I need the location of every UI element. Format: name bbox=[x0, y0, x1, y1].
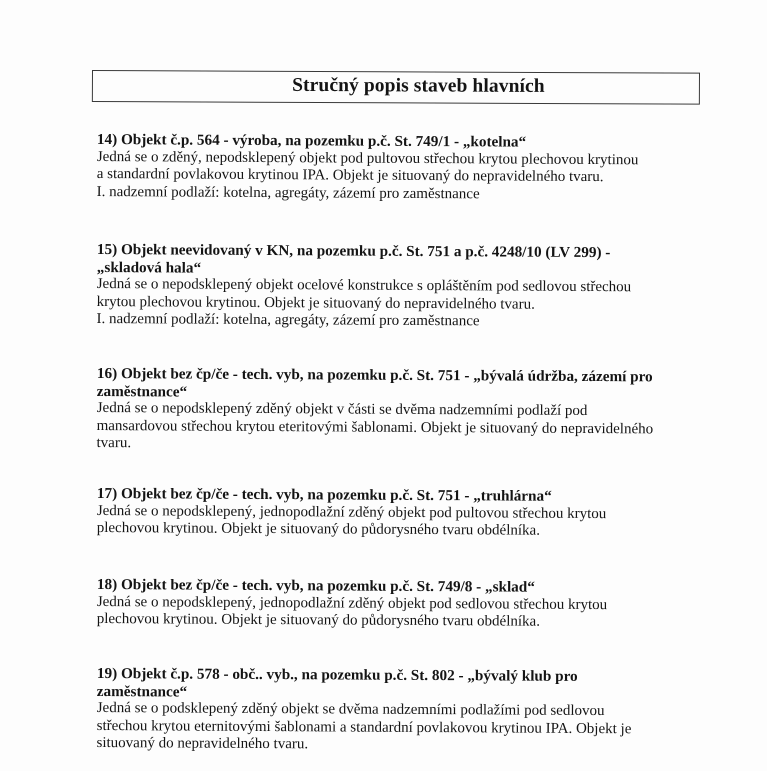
section-body: Jedná se o zděný, nepodsklepený objekt pod pultovou střechou krytou plechovou krytinou a standardní povlakovou krytinou IPA. Objekt je situovaný do nepravidelného tvaru. I. nadzemní podlaží: kotelna, agregáty, zázemí pro zaměstnance bbox=[96, 148, 639, 202]
section-body: Jedná se o nepodsklepený, jednopodlažní zděný objekt pod pultovou střechou krytou plechovou krytinou. Objekt je situovaný do půdorysného tvaru obdélníka. bbox=[96, 502, 607, 539]
page-title: Stručný popis staveb hlavních bbox=[292, 74, 545, 97]
section-16 bbox=[96, 365, 697, 456]
section-15 bbox=[96, 241, 697, 332]
section-17 bbox=[97, 485, 697, 541]
section-heading: 17) Objekt bez čp/če - tech. vyb, na pozemku p.č. St. 751 - „truhlárna“ bbox=[96, 485, 552, 505]
section-18 bbox=[97, 576, 697, 632]
section-body: Jedná se o podsklepený zděný objekt se dvěma nadzemními podlažími pod sedlovou střechou krytou eternitovými šablonami a standardní povlakovou krytinou IPA. Objekt je situovaný do nepravidelného tvaru. bbox=[96, 699, 632, 753]
section-heading: 16) Objekt bez čp/če - tech. vyb, na pozemku p.č. St. 751 - „bývalá údržba, zázemí pro zaměstnance“ bbox=[96, 365, 653, 401]
section-heading: 18) Objekt bez čp/če - tech. vyb, na pozemku p.č. St. 749/8 - „sklad“ bbox=[96, 576, 535, 596]
section-heading: 14) Objekt č.p. 564 - výroba, na pozemku p.č. St. 749/1 - „kotelna“ bbox=[96, 131, 527, 151]
section-14 bbox=[97, 131, 697, 205]
section-19 bbox=[96, 665, 697, 756]
section-body: Jedná se o nepodsklepený objekt ocelové konstrukce s opláštěním pod sedlovou střechou krytou plechovou krytinou. Objekt je situovaný do nepravidelného tvaru. I. nadzemní podlaží: kotelna, agregáty, zázemí pro zaměstnance bbox=[96, 275, 632, 330]
section-heading: 15) Objekt neevidovaný v KN, na pozemku p.č. St. 751 a p.č. 4248/10 (LV 299) - „skladová hala“ bbox=[96, 241, 611, 277]
section-heading: 19) Objekt č.p. 578 - obč.. vyb., na pozemku p.č. St. 802 - „bývalý klub pro zaměstnance“ bbox=[96, 665, 578, 701]
section-body: Jedná se o nepodsklepený, jednopodlažní zděný objekt pod sedlovou střechou krytou plechovou krytinou. Objekt je situovaný do půdorysného tvaru obdélníka. bbox=[96, 593, 608, 630]
section-body: Jedná se o nepodsklepený zděný objekt v části se dvěma nadzemními podlaží pod mansardovou střechou krytou eteritovými šablonami. Objekt je situovaný do nepravidelného tvaru. bbox=[96, 399, 654, 452]
